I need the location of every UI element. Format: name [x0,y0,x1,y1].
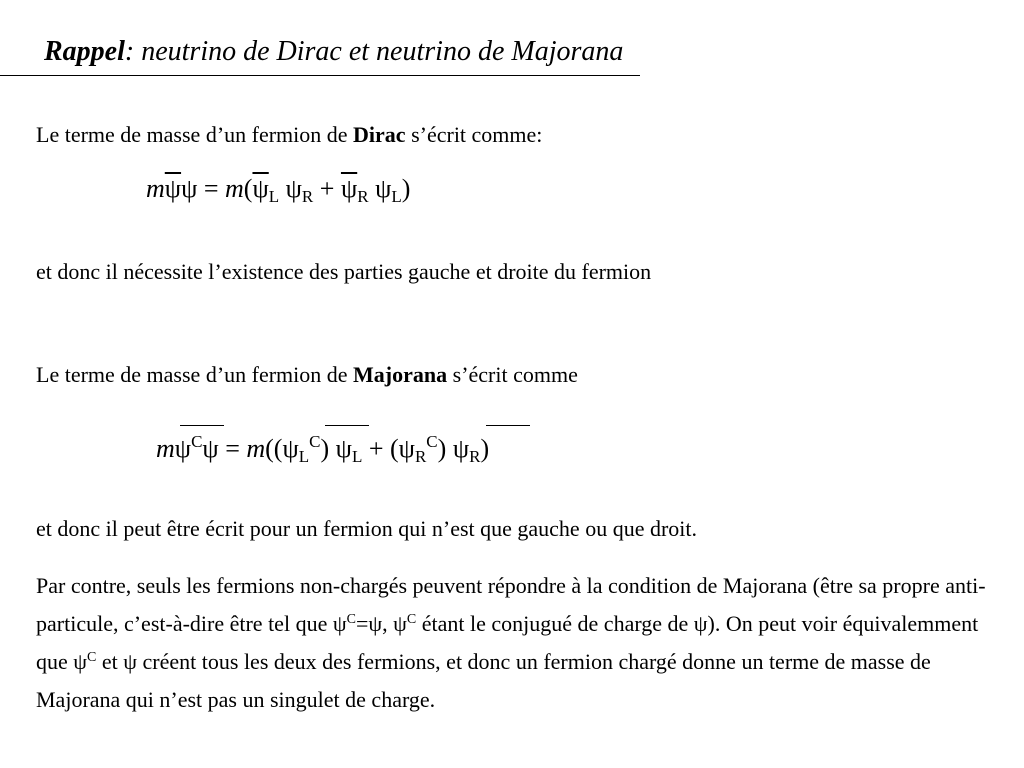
eq-subscript: R [357,187,369,206]
eq-superscript: C [309,432,321,451]
eq-subscript: R [414,447,427,466]
eq-psi: ψ [181,174,198,203]
eq-paren: ) [320,434,330,463]
eq-psi: ψ [279,174,302,203]
eq-subscript: R [469,447,481,466]
eq-paren: ( [390,434,399,463]
dirac-conclusion: et donc il nécessite l’existence des parties gauche et droite du fermion [36,259,652,284]
eq-mass: m [146,174,165,203]
paragraph-text: Par contre, seuls les fermions non-chargés peuvent répondre à la condition de Majorana (être sa propre anti-particule, c’est-à-dire être tel que [36,573,986,636]
majorana-equation [156,432,489,467]
eq-psi: ψ [368,174,392,203]
eq-psi: ψ [329,434,352,463]
eq-paren: ( [243,174,253,203]
paragraph-superscript: C [406,612,417,627]
title-divider [0,75,640,76]
title-bold: Rappel [44,36,125,67]
eq-psi-bar: $\overline{\psi}$ [252,174,269,203]
majorana-intro-text: Le terme de masse d’un fermion de [36,362,354,387]
eq-psi: ψ [174,434,192,463]
eq-mass: m [156,434,175,463]
dirac-intro-text: Le terme de masse d’un fermion de [36,122,354,147]
eq-psi-bar: $\overline{\psi}$ [164,174,182,203]
overline-psi-l-c [325,425,369,426]
eq-subscript: R [301,187,314,206]
paragraph-superscript: C [87,650,97,665]
dirac-intro [36,121,542,149]
dirac-intro-tail: s’écrit comme: [405,122,543,147]
eq-plus: + [313,174,341,203]
eq-plus: + [362,434,390,463]
paragraph-superscript: C [346,612,356,627]
eq-paren: (( [265,434,283,463]
paragraph-text: =ψ, [355,611,394,636]
eq-equals: = [197,174,226,203]
eq-equals: = [218,434,247,463]
slide-title [44,36,623,68]
overline-psi-c [180,425,224,426]
paragraph-psi: ψ [332,611,347,636]
eq-paren: ) [480,434,490,463]
paragraph-psi: ψ [393,611,407,636]
final-paragraph [36,567,1006,719]
eq-subscript: L [268,187,280,206]
eq-subscript: L [298,447,310,466]
eq-psi: ψ [398,434,415,463]
eq-mass: m [246,434,266,463]
paragraph-psi: ψ [73,649,88,674]
overline-psi-r-c [486,425,530,426]
majorana-keyword: Majorana [353,362,448,387]
dirac-keyword: Dirac [353,122,406,147]
dirac-equation [146,174,410,207]
eq-psi: ψ [446,434,470,463]
title-rest: : neutrino de Dirac et neutrino de Majorana [124,36,624,67]
paragraph-text: étant le conjugué de charge de ψ). On peut voir équivalemment que [36,611,979,674]
paragraph-text: et ψ créent tous les deux des fermions, et donc un fermion chargé donne un terme de masse de Majorana qui n’est pas un singulet de charge. [36,649,931,712]
majorana-intro-tail: s’écrit comme [447,362,578,387]
eq-paren: ) [437,434,447,463]
majorana-intro [36,361,578,389]
eq-psi-bar: $\overline{\psi}$ [340,174,358,203]
eq-psi: ψ [282,434,299,463]
eq-paren: ) [401,174,411,203]
eq-superscript: C [426,432,438,451]
eq-subscript: L [391,187,402,206]
eq-psi: ψ [202,434,219,463]
majorana-conclusion: et donc il peut être écrit pour un fermion qui n’est que gauche ou que droit. [36,516,698,541]
eq-mass: m [225,174,244,203]
eq-superscript: C [191,432,203,451]
eq-subscript: L [351,447,363,466]
